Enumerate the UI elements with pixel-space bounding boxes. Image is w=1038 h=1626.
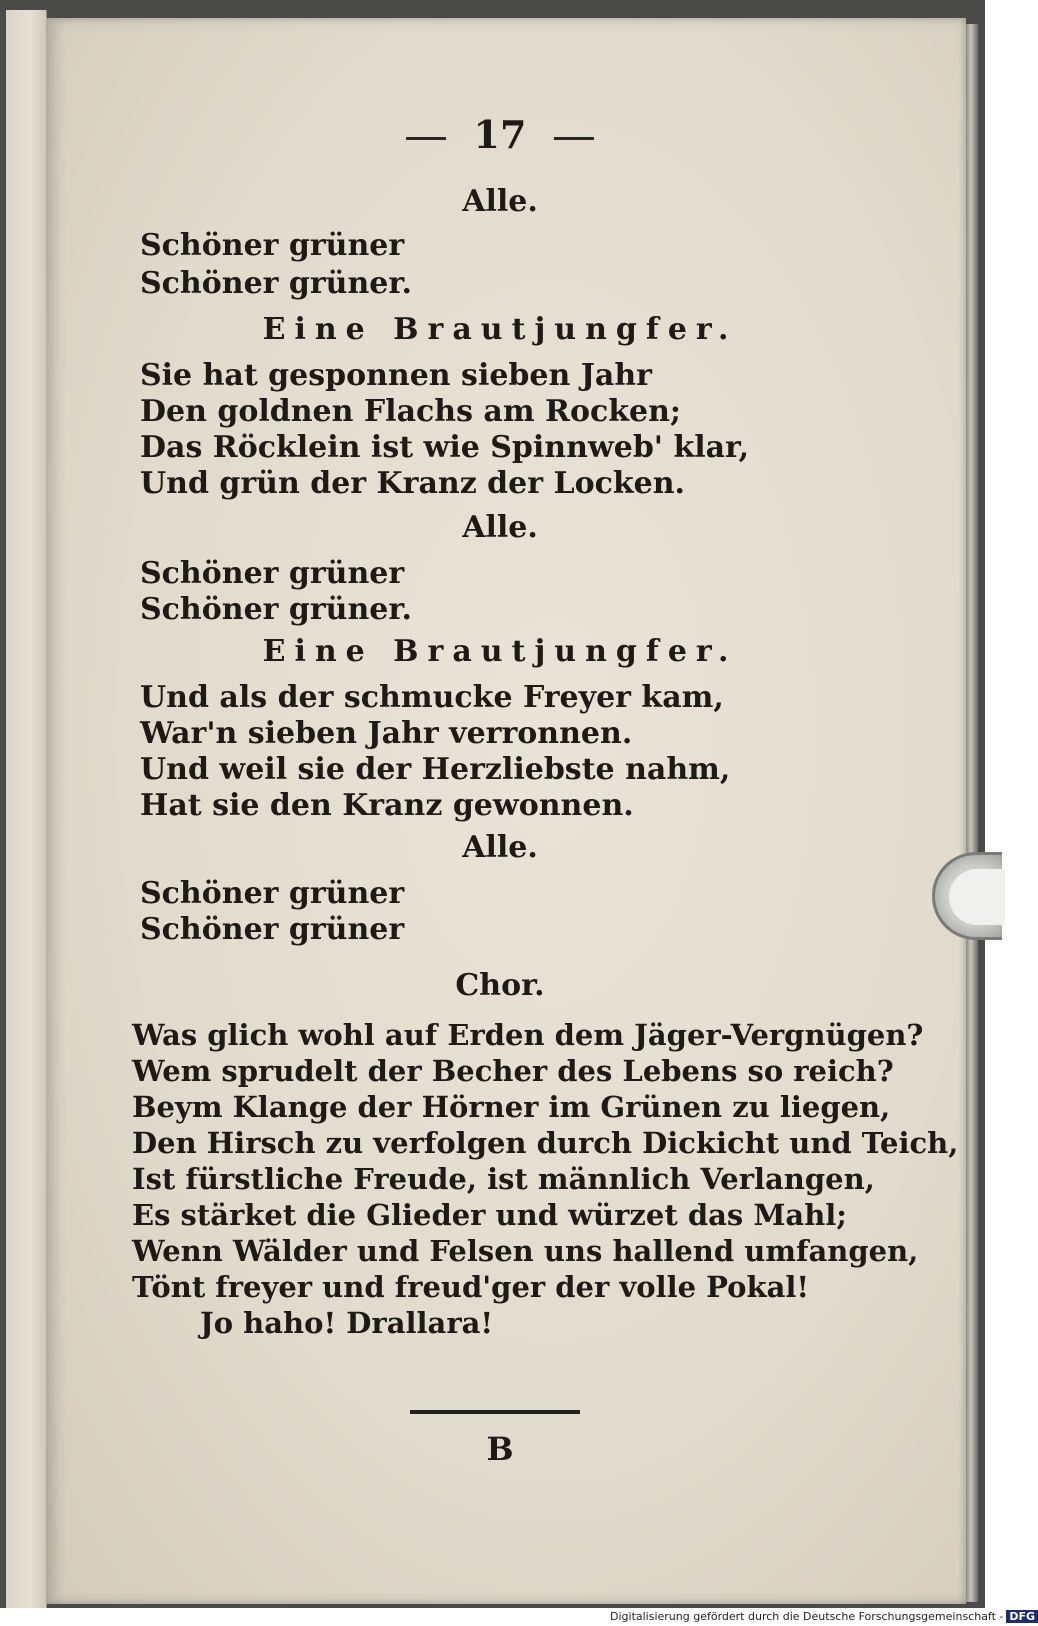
verse-line: Und als der schmucke Freyer kam, [140,680,724,715]
verse-line: Schöner grüner [140,912,405,947]
dfg-logo: DFG [1006,1610,1038,1623]
verse-line: Was glich wohl auf Erden dem Jäger-Vergnügen? [132,1018,924,1052]
dash-left [406,137,446,140]
verse-line: Und weil sie der Herzliebste nahm, [140,752,731,787]
signature-mark: B [486,1430,514,1468]
verse-line: Schöner grüner. [140,266,412,301]
page-stack-edge [966,24,978,1602]
verse-line: Jo haho! Drallara! [200,1306,494,1340]
verse-line: Den Hirsch zu verfolgen durch Dickicht und Teich, [132,1126,959,1160]
speaker-heading: Chor. [455,968,545,1003]
verse-line: Ist fürstliche Freude, ist männlich Verlangen, [132,1162,875,1196]
verse-line: Sie hat gesponnen sieben Jahr [140,358,652,393]
verse-line: Schöner grüner. [140,592,412,627]
speaker-heading: Alle. [462,510,538,545]
page-number-value: 17 [473,112,527,157]
speaker-heading: Alle. [462,184,538,219]
verse-line: Es stärket die Glieder und würzet das Mahl; [132,1198,848,1232]
page-number [0,112,1000,157]
speaker-heading: Alle. [462,830,538,865]
verse-line: Schöner grüner [140,556,405,591]
footer-credit [610,1610,1038,1623]
verse-line: Und grün der Kranz der Locken. [140,466,685,501]
verse-line: Wenn Wälder und Felsen uns hallend umfangen, [132,1234,919,1268]
verse-line: Tönt freyer und freud'ger der volle Pokal! [132,1270,810,1304]
facing-page-edge [6,10,47,1608]
verse-line: Beym Klange der Hörner im Grünen zu liegen, [132,1090,891,1124]
verse-line: Schöner grüner [140,228,405,263]
verse-line: Das Röcklein ist wie Spinnweb' klar, [140,430,750,465]
ornamental-rule [410,1410,580,1414]
speaker-heading: Eine Brautjungfer. [262,634,738,669]
verse-line: Wem sprudelt der Becher des Lebens so reich? [132,1054,894,1088]
speaker-heading: Eine Brautjungfer. [262,312,738,347]
verse-line: Den goldnen Flachs am Rocken; [140,394,682,429]
verse-line: War'n sieben Jahr verronnen. [140,716,633,751]
dash-right [554,137,594,140]
verse-line: Schöner grüner [140,876,405,911]
verse-line: Hat sie den Kranz gewonnen. [140,788,634,823]
footer-text: Digitalisierung gefördert durch die Deutsche Forschungsgemeinschaft - [610,1610,1004,1623]
